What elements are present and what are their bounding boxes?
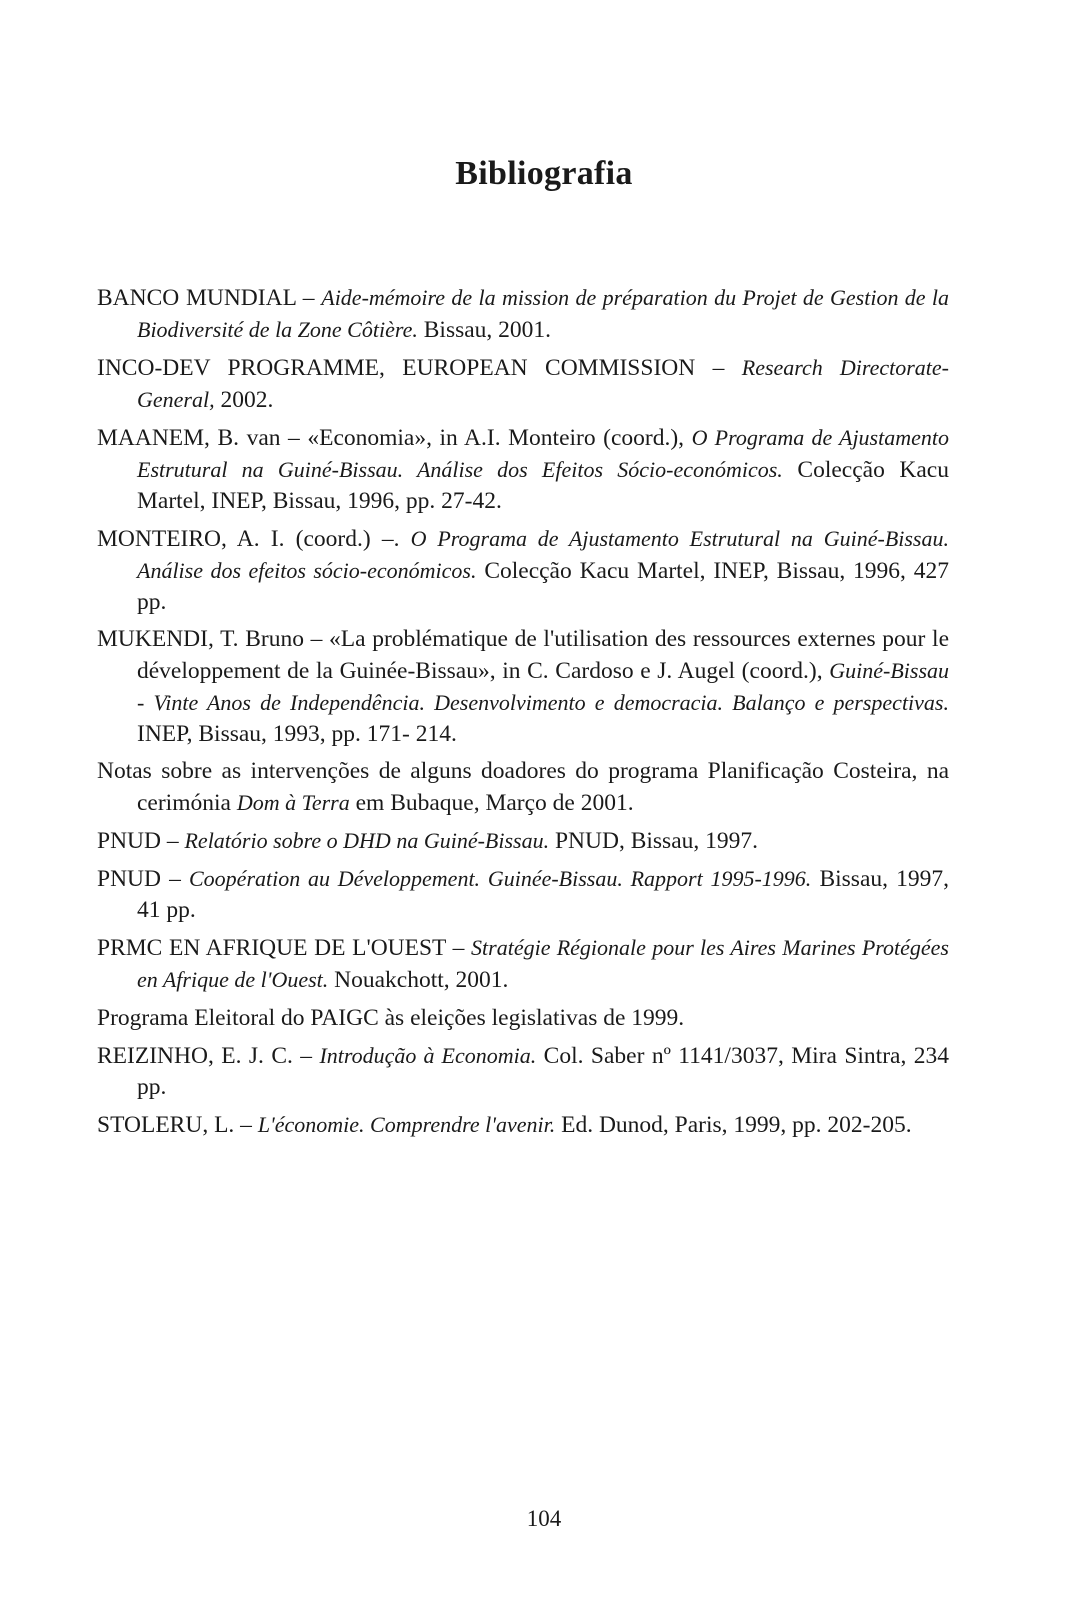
entry-title: Coopération au Développement. Guinée-Bissau. Rapport 1995-1996.	[189, 866, 812, 891]
bibliography-entry	[97, 863, 949, 926]
entry-author: BANCO MUNDIAL –	[97, 285, 322, 311]
entry-details: Nouakchott, 2001.	[328, 967, 509, 993]
entry-details: Colecção Kacu Martel, INEP, Bissau, 1996, pp. 27-42.	[137, 457, 949, 514]
page-number: 104	[526, 1506, 562, 1531]
bibliography-entry	[97, 282, 949, 346]
entry-author: REIZINHO, E. J. C. –	[97, 1043, 320, 1069]
entry-author: MUKENDI, T. Bruno – «La problématique de l'utilisation des ressources externes pour le développement de la Guinée-Bissau», in C. Cardoso e J. Augel (coord.),	[97, 626, 949, 684]
bibliography-entry	[97, 523, 949, 618]
entry-title: Research Directorate-General,	[137, 355, 949, 412]
page-title: Bibliografia	[455, 155, 633, 192]
bibliography-entry	[97, 352, 949, 416]
entry-author: PNUD –	[97, 828, 185, 854]
entry-title: O Programa de Ajustamento Estrutural na Guiné-Bissau. Análise dos Efeitos Sócio-económicos.	[137, 425, 949, 482]
entry-title: Guiné-Bissau - Vinte Anos de Independência. Desenvolvimento e democracia. Balanço e perspectivas.	[137, 658, 949, 715]
entry-details: 2002.	[214, 387, 274, 413]
entry-details: PNUD, Bissau, 1997.	[549, 828, 759, 854]
entry-details: Bissau, 2001.	[417, 317, 552, 343]
entry-title: Introdução à Economia.	[319, 1043, 537, 1068]
entry-author: MONTEIRO, A. I. (coord.) –.	[97, 526, 411, 552]
entry-title: Dom à Terra	[236, 790, 350, 815]
entry-details: Col. Saber nº 1141/3037, Mira Sintra, 234 pp.	[137, 1043, 950, 1100]
entry-author: INCO-DEV PROGRAMME, EUROPEAN COMMISSION –	[97, 355, 742, 381]
entry-author: Programa Eleitoral do PAIGC às eleições legislativas de 1999.	[97, 1005, 685, 1031]
entry-title: Relatório sobre o DHD na Guiné-Bissau.	[184, 828, 550, 853]
entry-author: PNUD –	[97, 866, 189, 892]
entry-title: Stratégie Régionale pour les Aires Marines Protégées en Afrique de l'Ouest.	[137, 935, 949, 992]
bibliography-entry	[97, 825, 949, 857]
entry-author: PRMC EN AFRIQUE DE L'OUEST –	[97, 935, 472, 961]
bibliography-entry	[97, 422, 949, 517]
entry-details: Ed. Dunod, Paris, 1999, pp. 202-205.	[555, 1112, 912, 1138]
bibliography-entry	[97, 932, 949, 996]
bibliography-list	[97, 282, 949, 1147]
bibliography-entry	[97, 1002, 949, 1034]
entry-details: Colecção Kacu Martel, INEP, Bissau, 1996, 427 pp.	[137, 558, 950, 615]
entry-author: MAANEM, B. van – «Economia», in A.I. Monteiro (coord.),	[97, 425, 692, 451]
bibliography-entry	[97, 1040, 949, 1103]
entry-title: O Programa de Ajustamento Estrutural na Guiné-Bissau. Análise dos efeitos sócio-económicos.	[137, 526, 949, 583]
entry-details: Bissau, 1997, 41 pp.	[137, 866, 950, 923]
bibliography-entry	[97, 756, 949, 819]
entry-title: Aide-mémoire de la mission de préparation du Projet de Gestion de la Biodiversité de la Zone Côtière.	[137, 285, 950, 342]
bibliography-entry	[97, 1109, 949, 1141]
entry-details: em Bubaque, Março de 2001.	[349, 790, 634, 816]
entry-details: INEP, Bissau, 1993, pp. 171- 214.	[137, 721, 457, 747]
entry-author: STOLERU, L. –	[97, 1112, 258, 1138]
bibliography-entry	[97, 624, 949, 750]
entry-author: Notas sobre as intervenções de alguns doadores do programa Planificação Costeira, na cerimónia	[97, 758, 949, 816]
entry-title: L'économie. Comprendre l'avenir.	[257, 1112, 556, 1137]
